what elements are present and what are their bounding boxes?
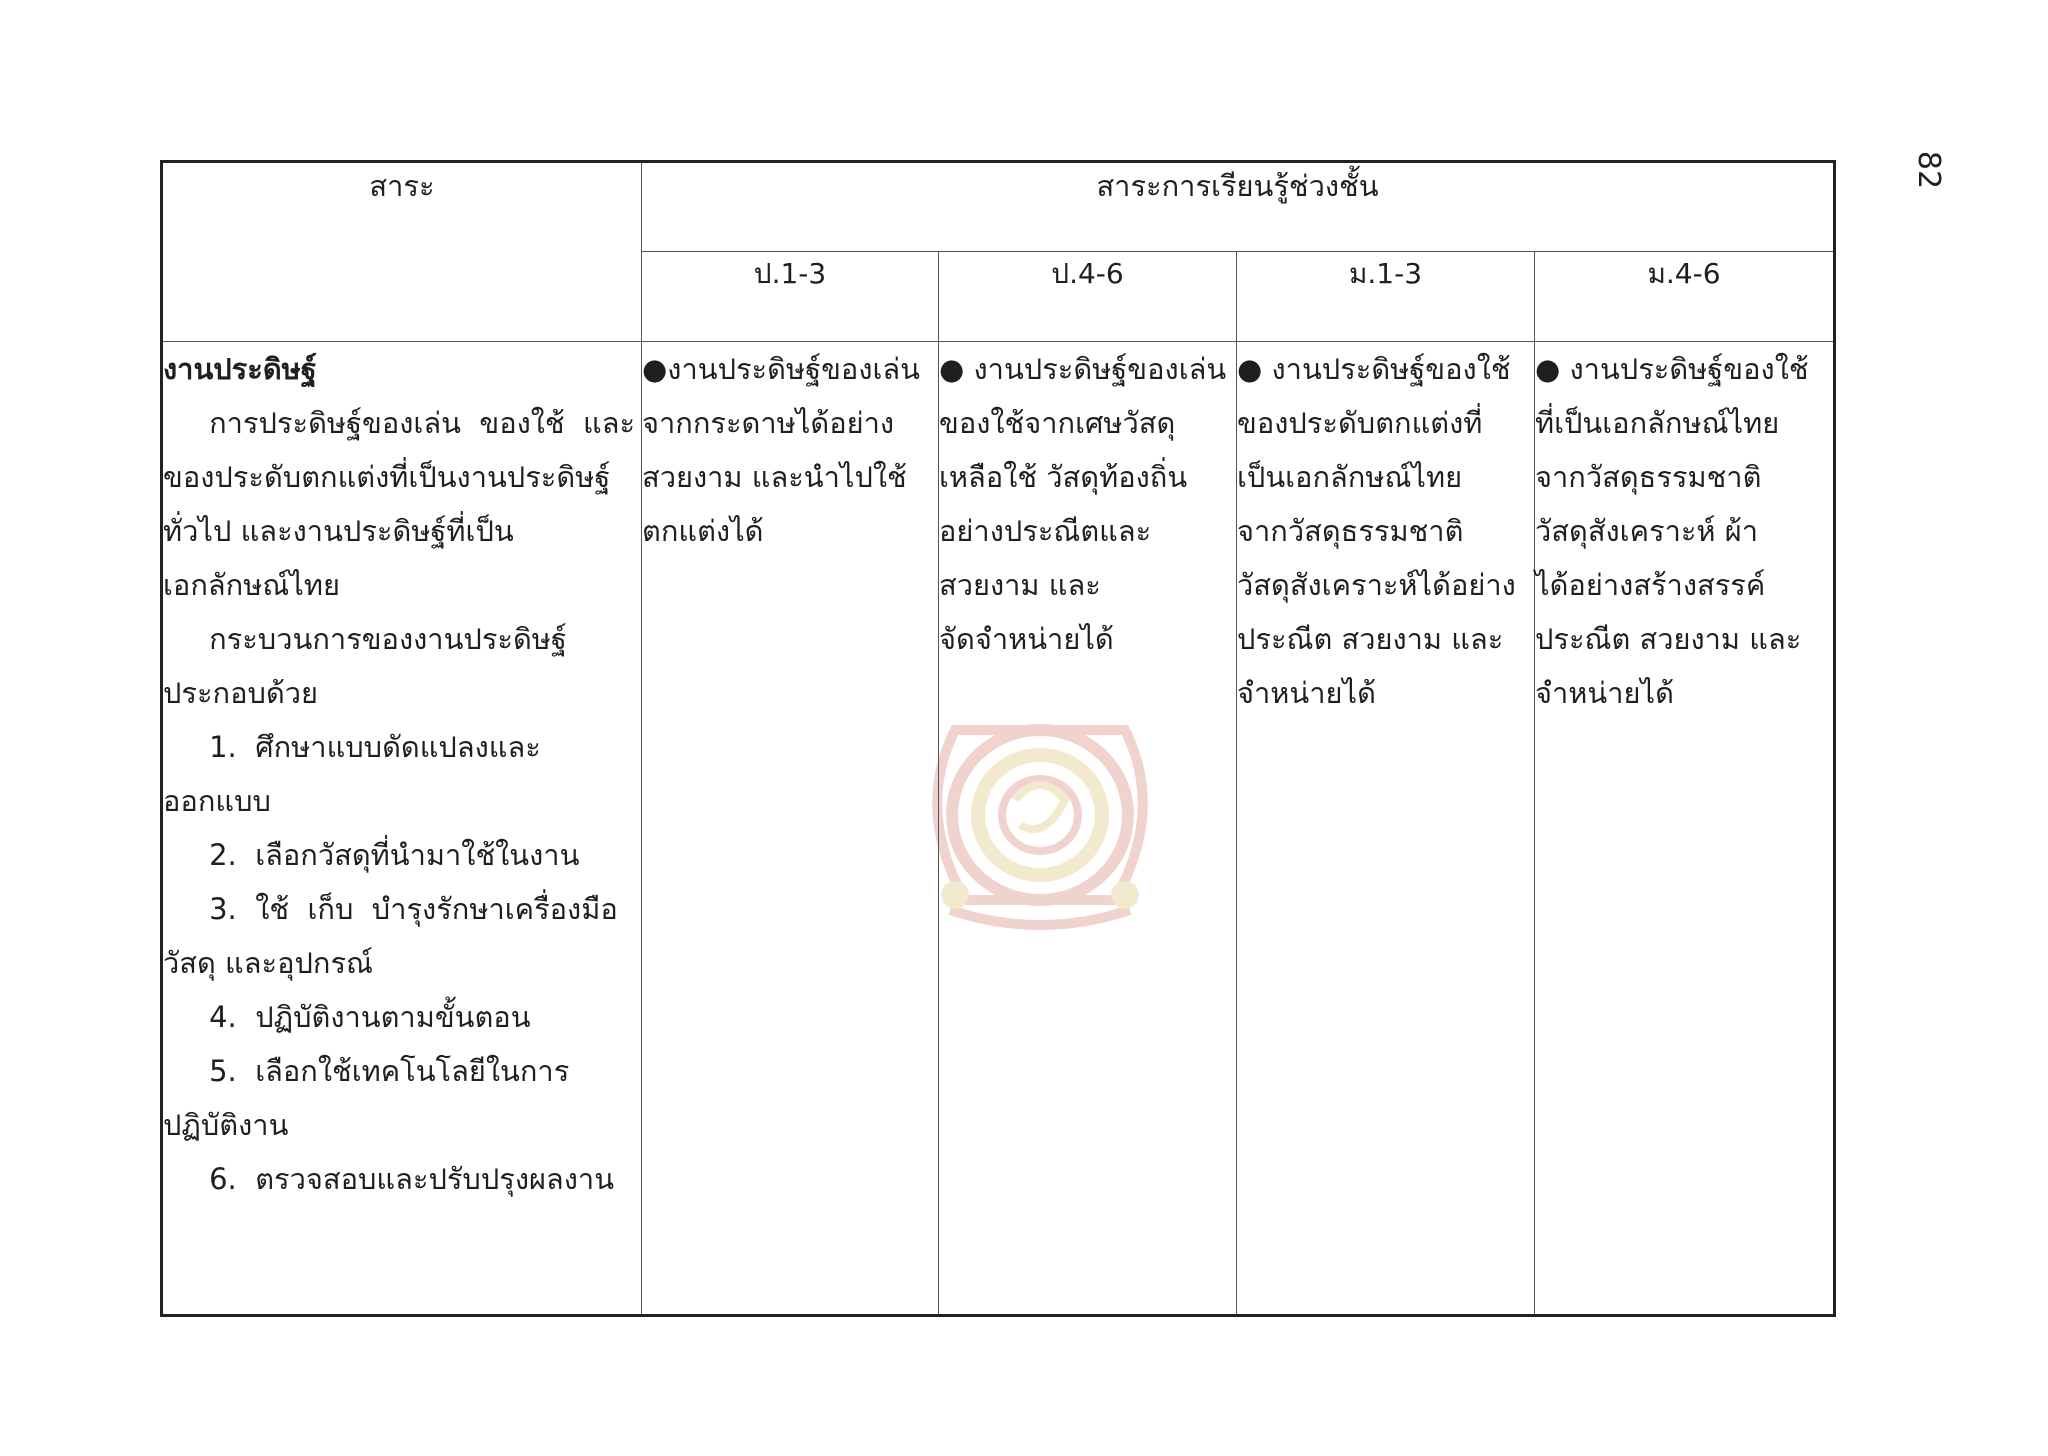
level-cell-p4-6 bbox=[939, 342, 1237, 1316]
content-line: ออกแบบ bbox=[163, 784, 271, 818]
level-line: อย่างประณีตและ bbox=[939, 514, 1152, 548]
level-line: จากวัสดุธรรมชาติ bbox=[1237, 514, 1464, 548]
level-header: ม.1-3 bbox=[1237, 252, 1535, 342]
level-cell-m4-6 bbox=[1535, 342, 1835, 1316]
level-line: ●งานประดิษฐ์ของเล่น bbox=[642, 352, 920, 386]
curriculum-table bbox=[160, 160, 1836, 1317]
level-line: ได้อย่างสร้างสรรค์ bbox=[1535, 568, 1766, 602]
level-header: ป.1-3 bbox=[642, 252, 939, 342]
level-cell-m1-3 bbox=[1237, 342, 1535, 1316]
content-cell bbox=[162, 342, 642, 1316]
level-line: จากวัสดุธรรมชาติ bbox=[1535, 460, 1762, 494]
level-header: ม.4-6 bbox=[1535, 252, 1835, 342]
content-line: 6. ตรวจสอบและปรับปรุงผลงาน bbox=[163, 1162, 615, 1196]
content-line: 2. เลือกวัสดุที่นำมาใช้ในงาน bbox=[163, 838, 580, 872]
level-line: ที่เป็นเอกลักษณ์ไทย bbox=[1535, 406, 1780, 440]
level-line: วัสดุสังเคราะห์ได้อย่าง bbox=[1237, 568, 1516, 602]
content-line: 4. ปฏิบัติงานตามขั้นตอน bbox=[163, 1000, 531, 1034]
level-line: จำหน่ายได้ bbox=[1237, 676, 1376, 710]
level-line: ประณีต สวยงาม และ bbox=[1237, 622, 1504, 656]
content-line: กระบวนการของงานประดิษฐ์ bbox=[163, 622, 567, 656]
level-line: ของประดับตกแต่งที่ bbox=[1237, 406, 1483, 440]
level-cell-p1-3 bbox=[642, 342, 939, 1316]
level-header: ป.4-6 bbox=[939, 252, 1237, 342]
content-line: 3. ใช้ เก็บ บำรุงรักษาเครื่องมือ bbox=[163, 892, 618, 926]
level-line: ● งานประดิษฐ์ของเล่น bbox=[939, 352, 1227, 386]
level-line: สวยงาม และนำไปใช้ bbox=[642, 460, 907, 494]
column-header-levels: สาระการเรียนรู้ช่วงชั้น bbox=[642, 162, 1835, 252]
level-line: เหลือใช้ วัสดุท้องถิ่น bbox=[939, 460, 1188, 494]
content-line: 5. เลือกใช้เทคโนโลยีในการ bbox=[163, 1054, 570, 1088]
page-number: 82 bbox=[1911, 150, 1946, 190]
content-line: เอกลักษณ์ไทย bbox=[163, 568, 340, 602]
level-line: ● งานประดิษฐ์ของใช้ bbox=[1535, 352, 1809, 386]
content-line: การประดิษฐ์ของเล่น ของใช้ และ bbox=[163, 406, 636, 440]
level-line: ● งานประดิษฐ์ของใช้ bbox=[1237, 352, 1511, 386]
content-line: ประกอบด้วย bbox=[163, 676, 319, 710]
level-line: ประณีต สวยงาม และ bbox=[1535, 622, 1802, 656]
level-line: จากกระดาษได้อย่าง bbox=[642, 406, 895, 440]
content-line: 1. ศึกษาแบบดัดแปลงและ bbox=[163, 730, 541, 764]
column-header-content: สาระ bbox=[162, 162, 642, 342]
level-line: ของใช้จากเศษวัสดุ bbox=[939, 406, 1176, 440]
level-line: ตกแต่งได้ bbox=[642, 514, 764, 548]
content-line: ปฏิบัติงาน bbox=[163, 1108, 289, 1142]
level-line: เป็นเอกลักษณ์ไทย bbox=[1237, 460, 1463, 494]
content-heading: งานประดิษฐ์ bbox=[163, 352, 317, 386]
level-line: จัดจำหน่ายได้ bbox=[939, 622, 1114, 656]
level-line: สวยงาม และ bbox=[939, 568, 1101, 602]
content-line: ทั่วไป และงานประดิษฐ์ที่เป็น bbox=[163, 514, 514, 548]
level-line: วัสดุสังเคราะห์ ผ้า bbox=[1535, 514, 1759, 548]
level-line: จำหน่ายได้ bbox=[1535, 676, 1674, 710]
content-line: วัสดุ และอุปกรณ์ bbox=[163, 946, 373, 980]
content-line: ของประดับตกแต่งที่เป็นงานประดิษฐ์ bbox=[163, 460, 611, 494]
